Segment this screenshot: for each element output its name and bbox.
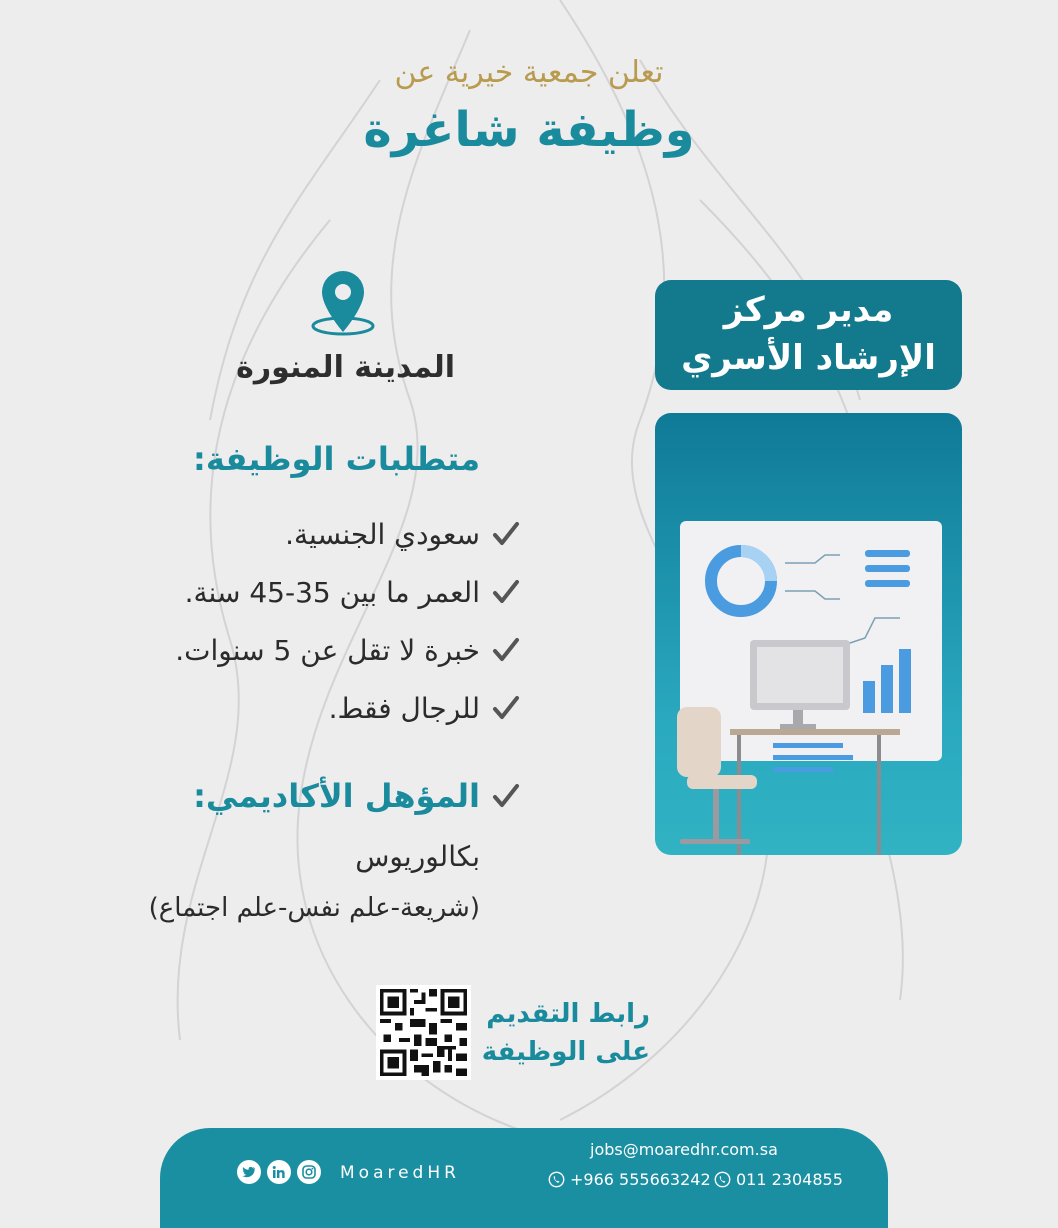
phone-mobile[interactable]	[548, 1170, 711, 1189]
list-item	[100, 505, 520, 563]
check-icon	[492, 520, 520, 548]
twitter-icon[interactable]	[237, 1160, 261, 1184]
requirement-text: للرجال فقط.	[328, 691, 480, 725]
check-icon	[492, 578, 520, 606]
majors-text: (شريعة-علم نفس-علم اجتماع)	[148, 893, 480, 923]
job-title-box	[655, 280, 962, 390]
apply-link-label[interactable]	[470, 996, 650, 1071]
requirements-heading: متطلبات الوظيفة:	[193, 440, 480, 478]
check-icon	[492, 694, 520, 722]
apply-line2: على الوظيفة	[481, 1036, 650, 1067]
office-illustration	[655, 413, 962, 855]
apply-line1: رابط التقديم	[486, 999, 650, 1029]
requirement-text: خبرة لا تقل عن 5 سنوات.	[175, 633, 480, 667]
whatsapp-icon	[548, 1171, 565, 1188]
check-icon	[492, 782, 520, 810]
qualification-row	[100, 777, 520, 815]
city-label: المدينة المنورة	[236, 350, 455, 385]
brand-name: MoaredHR	[340, 1163, 460, 1183]
list-item	[100, 621, 520, 679]
email-link[interactable]: jobs@moaredhr.com.sa	[590, 1140, 778, 1159]
location-pin-icon	[308, 270, 378, 338]
job-title-line2: الإرشاد الأسري	[681, 338, 936, 378]
vacancy-title: وظيفة شاغرة	[363, 102, 695, 158]
linkedin-icon[interactable]	[267, 1160, 291, 1184]
qr-code-icon[interactable]	[376, 985, 471, 1080]
phone-icon	[714, 1171, 731, 1188]
phone-landline-text: 011 2304855	[736, 1170, 843, 1189]
qualification-heading: المؤهل الأكاديمي:	[193, 777, 480, 815]
phone-landline[interactable]	[714, 1170, 843, 1189]
check-icon	[492, 636, 520, 664]
phone-mobile-text: +966 555663242	[570, 1170, 711, 1189]
list-item	[100, 679, 520, 737]
list-item	[100, 563, 520, 621]
requirements-list	[100, 505, 520, 737]
degree-text: بكالوريوس	[355, 840, 480, 873]
requirement-text: العمر ما بين 35-45 سنة.	[184, 575, 480, 609]
dashboard-illustration-icon	[655, 413, 962, 855]
requirement-text: سعودي الجنسية.	[285, 517, 480, 551]
announcement-subtitle: تعلن جمعية خيرية عن	[394, 55, 664, 90]
job-title-line1: مدير مركز	[723, 290, 894, 331]
instagram-icon[interactable]	[297, 1160, 321, 1184]
